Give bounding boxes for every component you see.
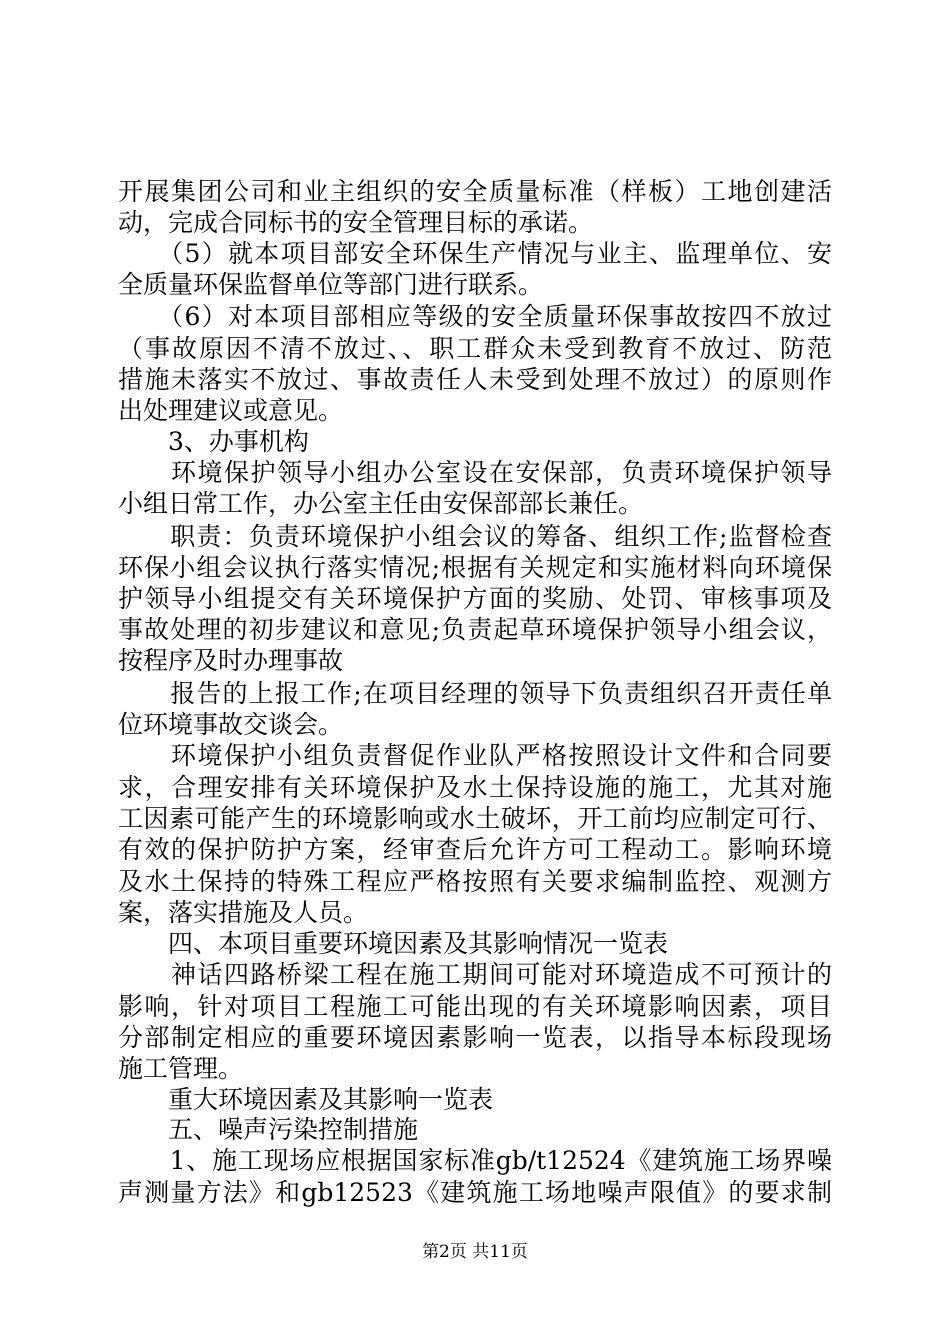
text-line: （5）就本项目部安全环保生产情况与业主、监理单位、安	[118, 239, 832, 268]
text-line: 环保小组会议执行落实情况;根据有关规定和实施材料向环境保	[118, 553, 832, 582]
text-line: 五、噪声污染控制措施	[118, 1115, 419, 1144]
text-line: 按程序及时办理事故	[118, 646, 344, 675]
text-line: 环境保护领导小组办公室设在安保部，负责环境保护领导	[118, 458, 832, 487]
text-line: 事故处理的初步建议和意见;负责起草环境保护领导小组会议，	[118, 615, 832, 644]
text-line: 动，完成合同标书的安全管理目标的承诺。	[118, 208, 594, 237]
text-line: 出处理建议或意见。	[118, 396, 344, 425]
text-line: （6）对本项目部相应等级的安全质量环保事故按四不放过	[118, 302, 832, 331]
text-line: 护领导小组提交有关环境保护方面的奖励、处罚、审核事项及	[118, 584, 832, 613]
text-line: 措施未落实不放过、事故责任人未受到处理不放过）的原则作	[118, 365, 832, 394]
text-line: 报告的上报工作;在项目经理的领导下负责组织召开责任单	[118, 679, 832, 708]
text-line: 神话四路桥梁工程在施工期间可能对环境造成不可预计的	[118, 960, 832, 989]
text-line: 开展集团公司和业主组织的安全质量标准（样板）工地创建活	[118, 177, 832, 206]
text-line: 有效的保护防护方案，经审查后允许方可工程动工。影响环境	[118, 835, 832, 864]
text-line: 重大环境因素及其影响一览表	[118, 1085, 494, 1114]
page-number-label: 第2页 共11页	[422, 1242, 528, 1262]
text-line: 施工管理。	[118, 1054, 244, 1083]
text-line: 声测量方法》和gb12523《建筑施工场地噪声限值》的要求制	[118, 1178, 832, 1207]
text-line: （事故原因不清不放过、、职工群众未受到教育不放过、防范	[118, 334, 832, 363]
text-line: 3、办事机构	[118, 427, 309, 456]
text-line: 职责：负责环境保护小组会议的筹备、组织工作;监督检查	[118, 522, 832, 551]
text-line: 工因素可能产生的环境影响或水土破坏，开工前均应制定可行、	[118, 804, 832, 833]
page-footer	[0, 1240, 950, 1264]
text-line: 位环境事故交谈会。	[118, 710, 344, 739]
text-line: 全质量环保监督单位等部门进行联系。	[118, 270, 544, 299]
text-line: 求，合理安排有关环境保护及水土保持设施的施工，尤其对施	[118, 773, 832, 802]
text-line: 影响，针对项目工程施工可能出现的有关环境影响因素，项目	[118, 992, 832, 1021]
text-line: 分部制定相应的重要环境因素影响一览表，以指导本标段现场	[118, 1023, 832, 1052]
text-line: 案，落实措施及人员。	[118, 898, 369, 927]
text-line: 四、本项目重要环境因素及其影响情况一览表	[118, 929, 669, 958]
text-line: 1、施工现场应根据国家标准gb/t12524《建筑施工场界噪	[118, 1146, 832, 1175]
text-line: 环境保护小组负责督促作业队严格按照设计文件和合同要	[118, 741, 832, 770]
text-line: 小组日常工作，办公室主任由安保部部长兼任。	[118, 489, 644, 518]
text-line: 及水土保持的特殊工程应严格按照有关要求编制监控、观测方	[118, 867, 832, 896]
